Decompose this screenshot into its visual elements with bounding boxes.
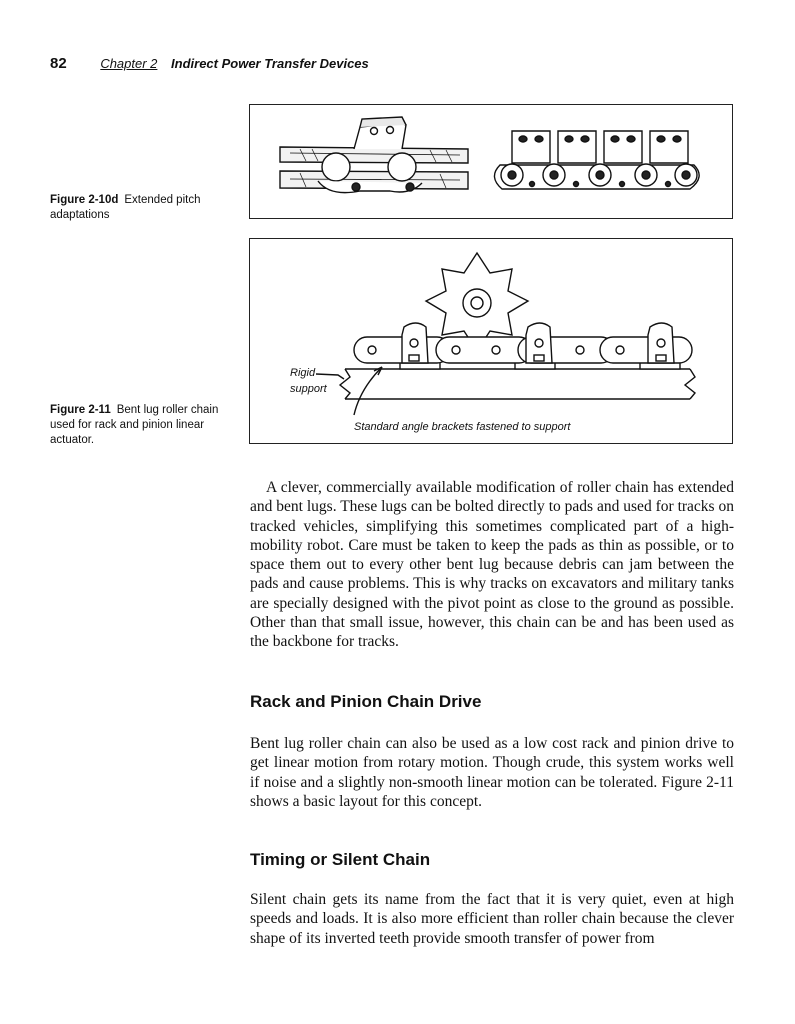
paragraph-bent-lugs: A clever, commercially available modification of roller chain has extended and bent lugs. These lugs can be bolted directly to pads and used for tracks on tracked vehicles, simplifying this sometimes complicated part of a high-mobility robot. Care must be taken to keep the pads as thin as possible, or to space them out to every other bent lug because debris can jam between the pads and cause problems. This is why tracks on excavators and military tanks are specially designed with the pivot point as close to the ground as possible. Other than that small issue, however, this chain can be and has been used as the backbone for tracks. — [250, 479, 734, 651]
running-header — [50, 55, 369, 72]
label-support: support — [290, 383, 327, 395]
figure-2-10d-caption — [50, 193, 230, 223]
figure-2-11-caption — [50, 403, 230, 448]
chapter-title: Indirect Power Transfer Devices — [171, 56, 369, 71]
figure-2-10d-number: Figure 2-10d — [50, 194, 119, 206]
chapter-label: Chapter 2 — [100, 56, 158, 71]
figure-2-11-text: Bent lug roller chain used for rack and pinion linear actuator. — [50, 404, 219, 446]
section-heading-silent-chain: Timing or Silent Chain — [250, 850, 431, 869]
figure-rack-and-pinion — [249, 238, 733, 444]
label-brackets: Standard angle brackets fastened to support — [354, 421, 571, 433]
paragraph-rack-and-pinion: Bent lug roller chain can also be used as a low cost rack and pinion drive to get linear motion from rotary motion. Though crude, this system works well if noise and a slightly non-smooth linear motion can be tolerated. Figure 2-11 shows a basic layout for this concept. — [250, 735, 734, 810]
label-rigid: Rigid — [290, 367, 316, 379]
page-number: 82 — [50, 55, 67, 72]
figure-2-11-number: Figure 2-11 — [50, 404, 111, 416]
rack-and-pinion-illustration — [250, 239, 732, 443]
extended-pitch-chain-illustration — [250, 105, 732, 218]
section-heading-rack-and-pinion: Rack and Pinion Chain Drive — [250, 692, 482, 711]
figure-2-10d-text: Extended pitch adaptations — [50, 194, 201, 221]
paragraph-silent-chain: Silent chain gets its name from the fact that it is very quiet, even at high speeds and loads. It is also more efficient than roller chain because the clever shape of its inverted teeth provide smooth transfer of power from — [250, 891, 734, 947]
figure-extended-pitch — [249, 104, 733, 219]
